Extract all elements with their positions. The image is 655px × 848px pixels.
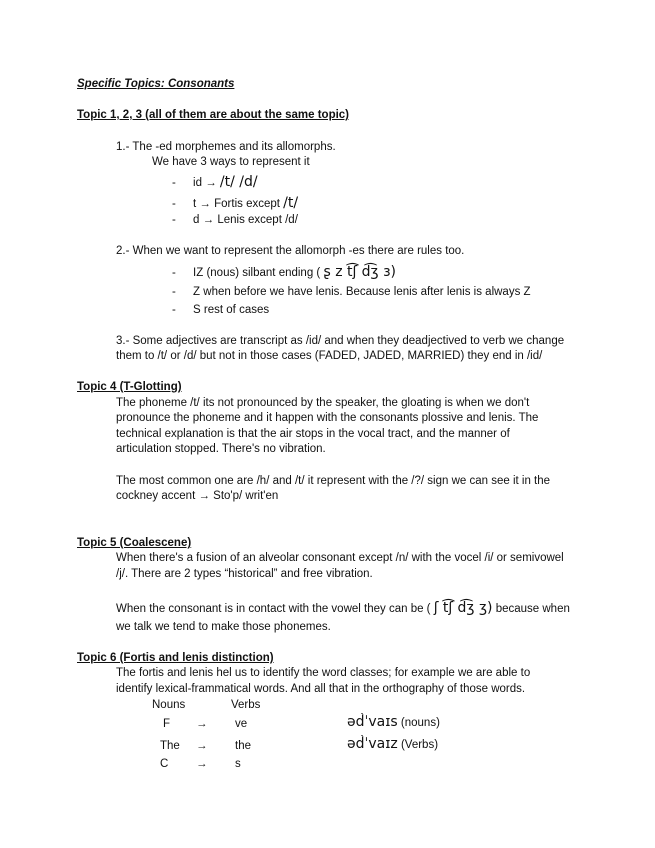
topic-6-heading: Topic 6 (Fortis and lenis distinction) [77, 652, 274, 664]
item-2-bullet-3 [172, 303, 269, 317]
topic-4-p1-line-3: technical explanation is that the air stops in the vocal tract, and the manner of [116, 428, 510, 440]
bullet-text: IZ (nous) silbant ending ( [193, 267, 324, 279]
p2-ipa: ʃ t͡ʃ d͡ʒ ʒ) [433, 600, 493, 616]
item-2-bullet-1 [172, 265, 396, 280]
table-row-1-transcription [347, 715, 440, 730]
item-1-bullet-3 [172, 213, 298, 227]
topic-5-p1-line-2: /j/. There are 2 types “historical” and free vibration. [116, 568, 373, 580]
bullet-dash: - [172, 214, 176, 226]
table-row-3-noun: C [160, 758, 169, 770]
bullet-text: Z when before we have lenis. Because lenis after lenis is always Z [193, 286, 531, 298]
table-row-2-noun: The [160, 740, 180, 752]
topic-6-p1-line-1: The fortis and lenis hel us to identify the word classes; for example we are able to [116, 667, 531, 679]
table-row-1-verb: ve [235, 718, 248, 730]
item-1-subline: We have 3 ways to represent it [152, 156, 310, 168]
topic-5-p2-line-2: we talk we tend to make those phonemes. [116, 621, 331, 633]
table-row-1-noun: F [163, 718, 171, 730]
topic-6-p1-line-2: identify lexical-frammatical words. And all that in the orthography of those words. [116, 683, 526, 695]
bullet-ipa: /t/ /d/ [219, 174, 258, 190]
transcription-note: (Verbs) [397, 739, 439, 751]
topic-5-heading: Topic 5 (Coalescene) [77, 537, 192, 549]
topic-5-p1-line-1: When there's a fusion of an alveolar consonant except /n/ with the vocel /i/ or semivowel [116, 552, 564, 564]
topic-4-p2-line-2: cockney accent → Sto'p/ writ'en [116, 490, 279, 502]
document-title: Specific Topics: Consonants [77, 78, 235, 90]
topic-4-p2-line-1: The most common one are /h/ and /t/ it represent with the /?/ sign we can see it in the [116, 475, 551, 487]
topic-4-p1-line-2: pronounce the phoneme and it happen with the consonants plossive and lenis. The [116, 412, 539, 424]
table-row-2-transcription [347, 737, 438, 752]
transcription-ipa: əd̀ˈvaɪs [347, 714, 398, 730]
table-header-nouns: Nouns [152, 699, 186, 711]
table-header-verbs: Verbs [231, 699, 261, 711]
table-row-2-arrow: → [196, 740, 208, 752]
bullet-text: d → Lenis except /d/ [193, 214, 298, 226]
item-1-line: 1.- The -ed morphemes and its allomorphs. [116, 141, 336, 153]
bullet-text: id → [193, 177, 220, 189]
p2-text-after: because when [492, 603, 570, 615]
item-3-line-2: them to /t/ or /d/ but not in those cases (FADED, JADED, MARRIED) they end in /id/ [116, 350, 543, 362]
transcription-ipa: əd̀ˈvaɪz [347, 736, 398, 752]
topic-123-heading: Topic 1, 2, 3 (all of them are about the same topic) [77, 109, 350, 121]
bullet-dash: - [172, 286, 176, 298]
bullet-text: S rest of cases [193, 304, 270, 316]
table-row-2-verb: the [235, 740, 251, 752]
item-3-line-1: 3.- Some adjectives are transcript as /id/ and when they deadjectived to verb we change [116, 335, 565, 347]
item-2-bullet-2 [172, 285, 531, 299]
transcription-note: (nouns) [397, 717, 440, 729]
topic-4-p1-line-1: The phoneme /t/ its not pronounced by the speaker, the gloating is when we don't [116, 397, 530, 409]
bullet-text: t → Fortis except [193, 198, 284, 210]
bullet-dash: - [172, 177, 176, 189]
bullet-ipa: ʂ z t͡ʃ d͡ʒ ɜ) [323, 264, 396, 280]
item-2-line: 2.- When we want to represent the allomorph -es there are rules too. [116, 245, 465, 257]
p2-text-before: When the consonant is in contact with the vowel they can be ( [116, 603, 434, 615]
bullet-ipa: /t/ [283, 195, 299, 211]
bullet-dash: - [172, 198, 176, 210]
table-row-3-arrow: → [196, 758, 208, 770]
topic-4-p1-line-4: articulation stopped. There's no vibration. [116, 443, 326, 455]
bullet-dash: - [172, 267, 176, 279]
item-1-bullet-1 [172, 175, 258, 190]
topic-5-p2-line-1 [116, 601, 570, 616]
topic-4-heading: Topic 4 (T-Glotting) [77, 381, 182, 393]
table-row-3-verb: s [235, 758, 241, 770]
bullet-dash: - [172, 304, 176, 316]
item-1-bullet-2 [172, 196, 298, 211]
table-row-1-arrow: → [196, 718, 208, 730]
